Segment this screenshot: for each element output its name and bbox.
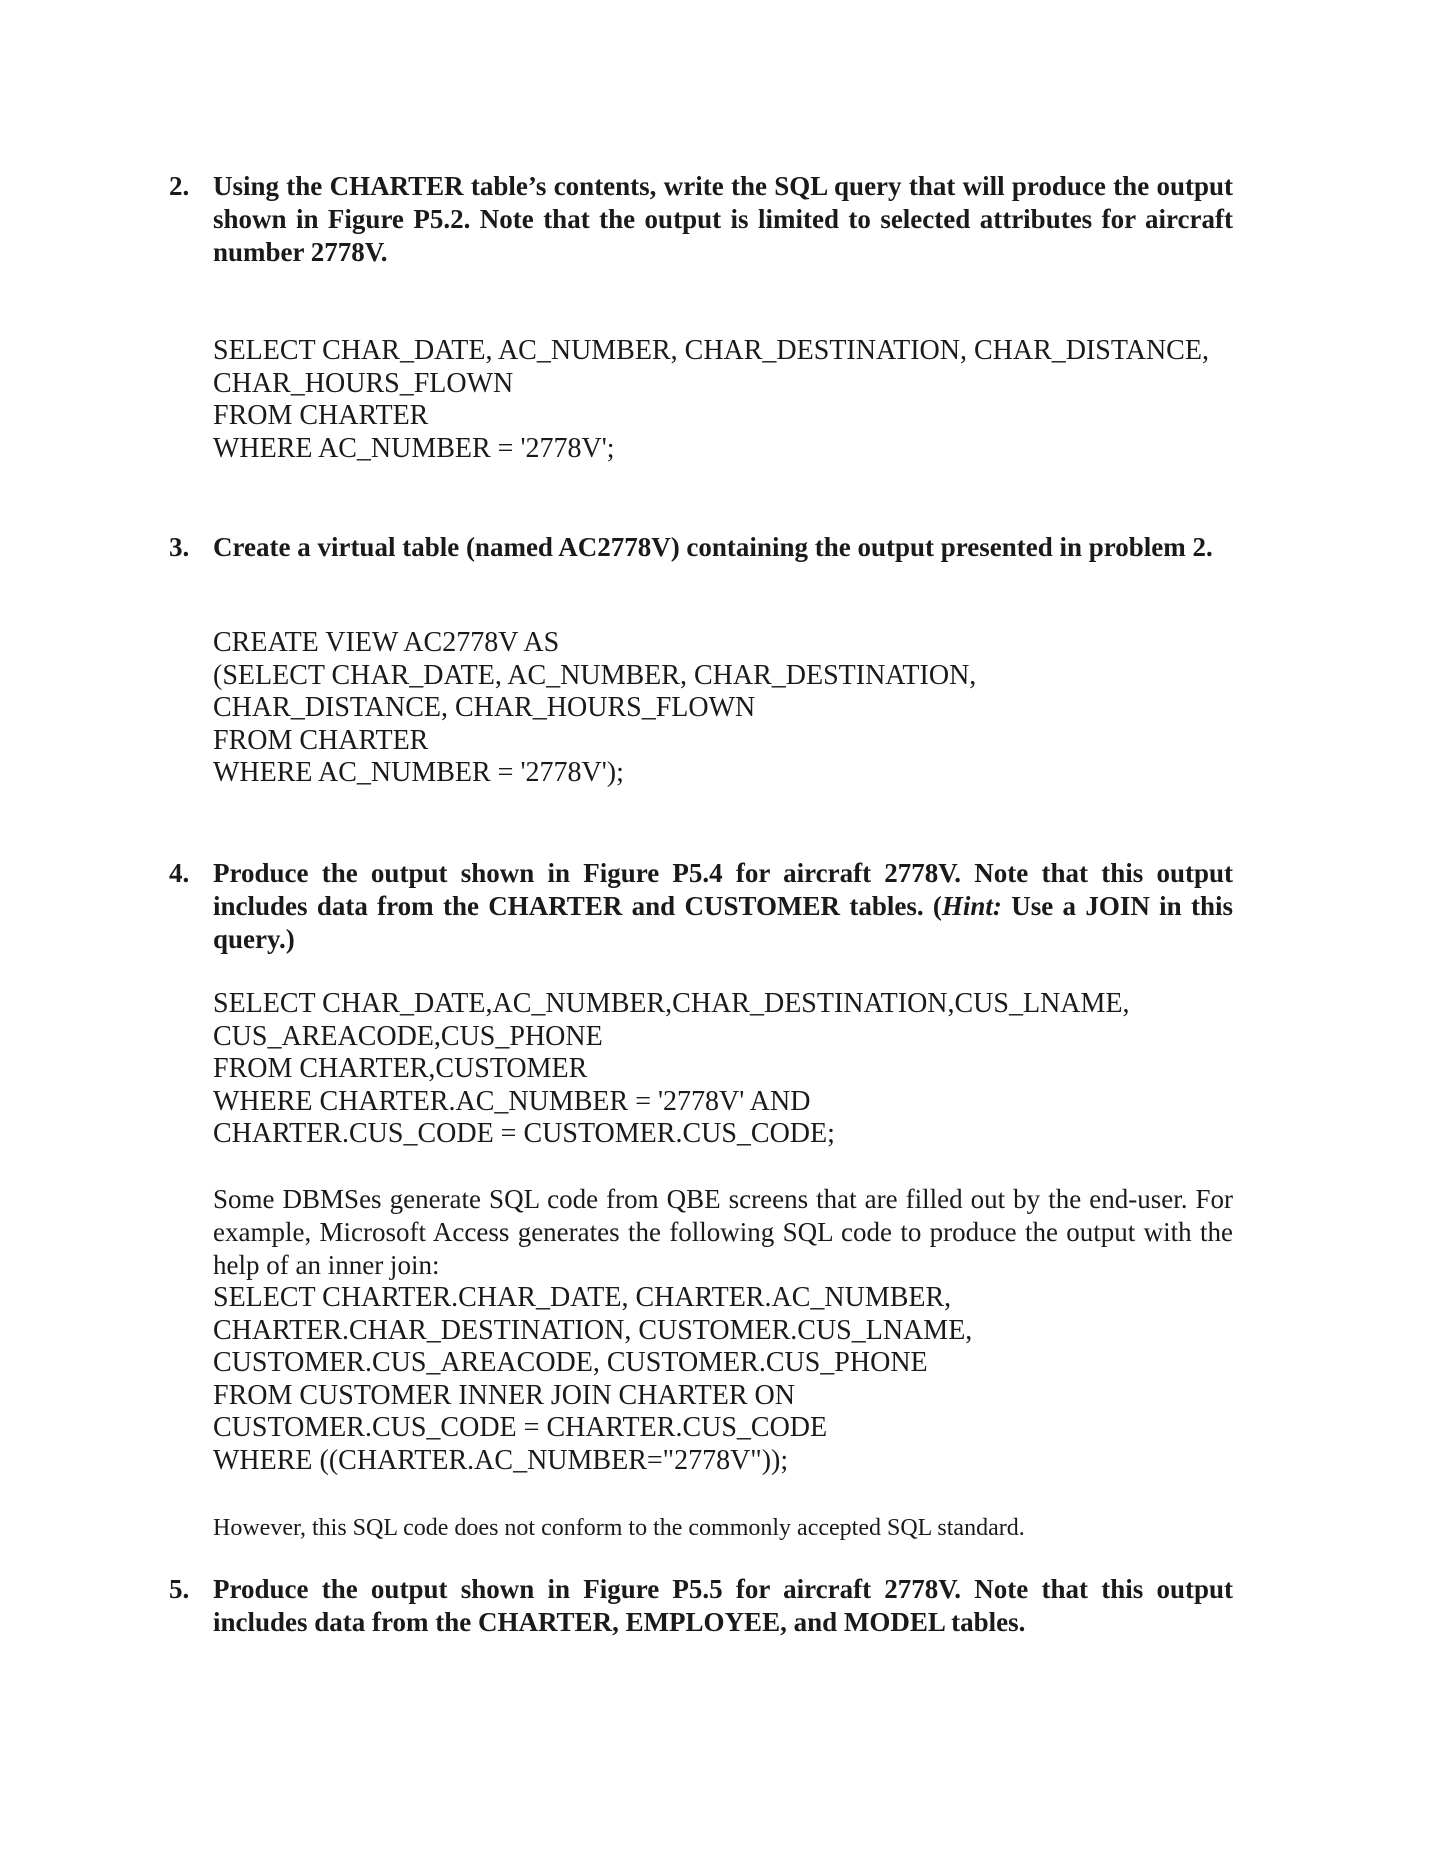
code-line: CHARTER.CUS_CODE = CUSTOMER.CUS_CODE;	[213, 1118, 835, 1149]
code-line: CHAR_DISTANCE, CHAR_HOURS_FLOWN	[213, 692, 756, 723]
code-line: WHERE ((CHARTER.AC_NUMBER="2778V"));	[213, 1444, 789, 1476]
problem-3-sql	[213, 627, 976, 790]
code-line: CHAR_HOURS_FLOWN	[213, 367, 514, 399]
code-line: CUS_AREACODE,CUS_PHONE	[213, 1020, 603, 1052]
problem-4-text-end: Use a JOIN in this query.)	[213, 891, 1234, 954]
code-line: FROM CHARTER	[213, 724, 429, 756]
code-line: WHERE AC_NUMBER = '2778V';	[213, 432, 615, 464]
problem-4-hint-label: Hint:	[941, 891, 1002, 921]
code-line: FROM CUSTOMER INNER JOIN CHARTER ON	[213, 1379, 795, 1411]
problem-5-question	[169, 1573, 1233, 1639]
problem-4-text-start: Produce the output shown in Figure P5.4 for aircraft 2778V. Note that this output includes data from the CHARTER and CUSTOMER tables. (	[213, 858, 1233, 921]
code-line: CHARTER.CHAR_DESTINATION, CUSTOMER.CUS_LNAME,	[213, 1314, 973, 1346]
problem-2-text: Using the CHARTER table’s contents, write the SQL query that will produce the output shown in Figure P5.2. Note that the output is limited to selected attributes for aircraft number 2778V.	[213, 171, 1233, 267]
code-line: CUSTOMER.CUS_CODE = CHARTER.CUS_CODE	[213, 1412, 828, 1443]
problem-5-text: Produce the output shown in Figure P5.5 for aircraft 2778V. Note that this output includes data from the CHARTER, EMPLOYEE, and MODEL tables.	[213, 1574, 1233, 1637]
access-explanation: Some DBMSes generate SQL code from QBE screens that are filled out by the end-user. For example, Microsoft Access generates the following SQL code to produce the output with the help of an inner join:	[213, 1184, 1233, 1280]
problem-4-question	[169, 857, 1234, 956]
problem-3-question	[169, 531, 1233, 564]
code-line: SELECT CHAR_DATE, AC_NUMBER, CHAR_DESTINATION, CHAR_DISTANCE,	[213, 335, 1209, 366]
access-generated-sql	[213, 1282, 972, 1477]
code-line: (SELECT CHAR_DATE, AC_NUMBER, CHAR_DESTINATION,	[213, 659, 977, 691]
problem-2-question	[169, 170, 1233, 269]
code-line: SELECT CHAR_DATE,AC_NUMBER,CHAR_DESTINATION,CUS_LNAME,	[213, 988, 1130, 1019]
problem-3-text: Create a virtual table (named AC2778V) containing the output presented in problem 2.	[213, 532, 1213, 562]
problem-3-number: 3.	[169, 532, 190, 562]
problem-4-text	[213, 857, 1233, 956]
code-line: CREATE VIEW AC2778V AS	[213, 627, 560, 658]
code-line: CUSTOMER.CUS_AREACODE, CUSTOMER.CUS_PHONE	[213, 1347, 928, 1378]
problem-4-sql	[213, 988, 1130, 1151]
problem-2-number: 2.	[169, 171, 190, 201]
code-line: FROM CHARTER,CUSTOMER	[213, 1053, 588, 1084]
sql-standard-note: However, this SQL code does not conform to the commonly accepted SQL standard.	[213, 1515, 1025, 1541]
code-line: SELECT CHARTER.CHAR_DATE, CHARTER.AC_NUMBER,	[213, 1282, 952, 1313]
code-line: FROM CHARTER	[213, 400, 429, 431]
code-line: WHERE AC_NUMBER = '2778V');	[213, 757, 624, 788]
problem-4-number: 4.	[169, 858, 190, 888]
code-line: WHERE CHARTER.AC_NUMBER = '2778V' AND	[213, 1085, 811, 1117]
problem-5-number: 5.	[169, 1574, 190, 1604]
problem-2-sql	[213, 335, 1209, 465]
